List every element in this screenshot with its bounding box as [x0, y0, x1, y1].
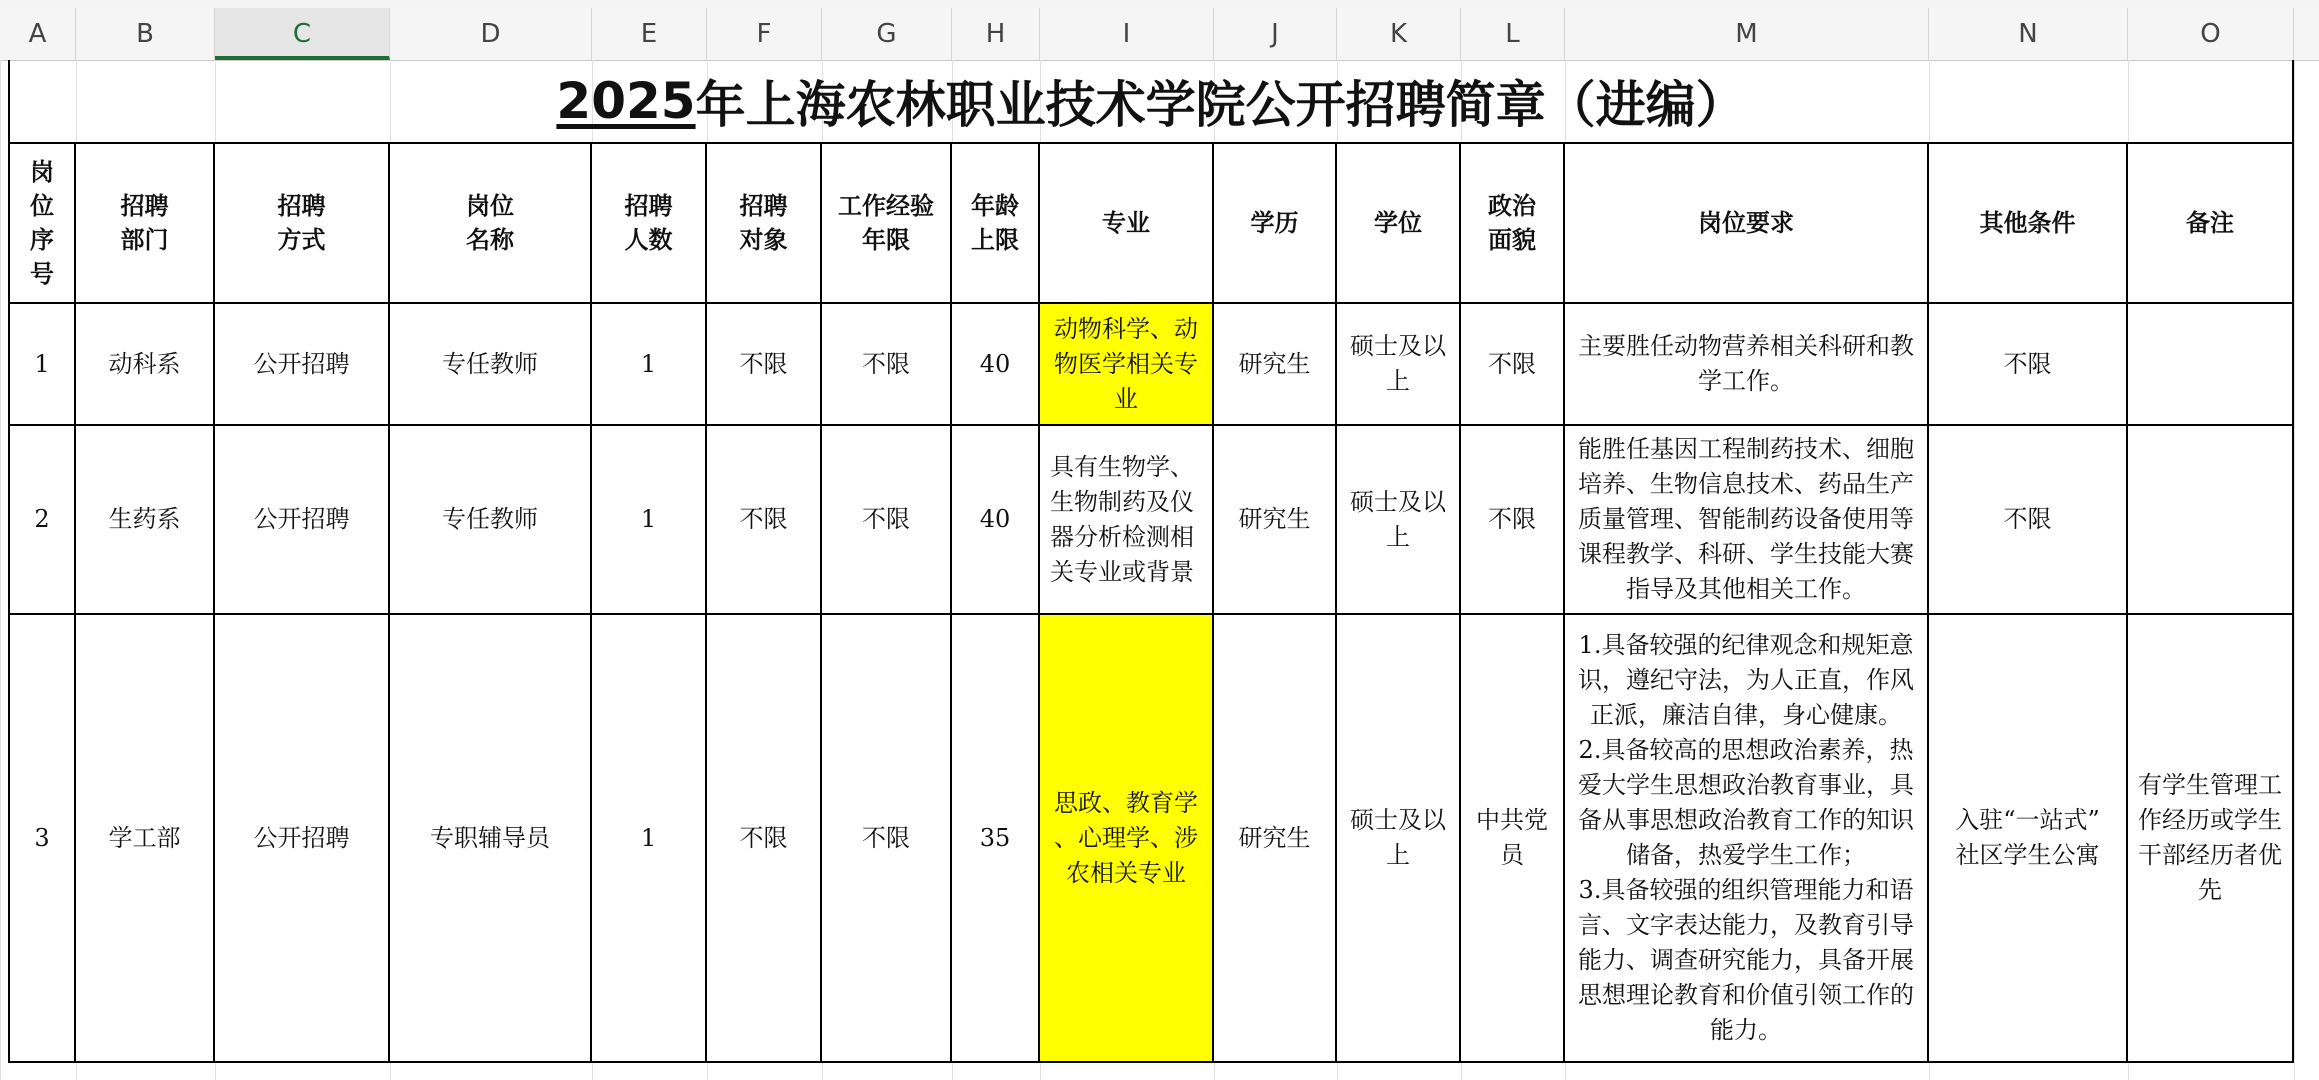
cell-department[interactable] [76, 426, 215, 615]
cell-count-text: 1 [640, 823, 657, 852]
column-header-n[interactable]: N [1929, 8, 2128, 60]
cell-political-status[interactable] [1461, 426, 1565, 615]
header-other-conditions-text: 其他条件 [1979, 209, 2076, 237]
cell-remarks[interactable] [2128, 615, 2294, 1063]
cell-experience[interactable] [822, 304, 952, 426]
column-header-i[interactable]: I [1040, 8, 1214, 60]
cell-other-conditions[interactable] [1929, 304, 2128, 426]
cell-position-name[interactable] [390, 426, 592, 615]
column-header-a[interactable]: A [0, 8, 76, 60]
cell-count[interactable] [592, 615, 707, 1063]
title-text: 年上海农林职业技术学院公开招聘简章（进编） [695, 76, 1746, 134]
cell-requirements[interactable] [1565, 426, 1929, 615]
cell-method[interactable] [215, 615, 390, 1063]
header-other-conditions[interactable] [1929, 144, 2128, 304]
cell-position-name-text: 专任教师 [442, 349, 538, 378]
header-position-name[interactable] [390, 144, 592, 304]
cell-method[interactable] [215, 426, 390, 615]
cell-seq[interactable] [8, 304, 76, 426]
column-header-f[interactable]: F [707, 8, 822, 60]
header-major-text: 专业 [1102, 209, 1150, 237]
cell-other-conditions[interactable] [1929, 615, 2128, 1063]
cell-position-name-text: 专职辅导员 [430, 823, 550, 852]
column-header-o[interactable]: O [2128, 8, 2294, 60]
header-target[interactable] [707, 144, 822, 304]
column-header-l[interactable]: L [1461, 8, 1565, 60]
header-department-text: 招聘 部门 [120, 192, 169, 254]
header-remarks[interactable] [2128, 144, 2294, 304]
cell-method-text: 公开招聘 [253, 823, 350, 852]
cell-remarks[interactable] [2128, 304, 2294, 426]
cell-degree-text: 硕士及以 上 [1350, 487, 1446, 551]
cell-experience-text: 不限 [862, 349, 910, 378]
cell-count-text: 1 [640, 349, 657, 378]
cell-age-limit-text: 40 [979, 505, 1011, 533]
header-degree-text: 学位 [1374, 209, 1422, 237]
cell-political-status[interactable] [1461, 615, 1565, 1063]
cell-requirements-text: 能胜任基因工程制药技术、细胞 培养、生物信息技术、药品生产 质量管理、智能制药设备使用等 课程教学、科研、学生技能大赛 指导及其他相关工作。 [1578, 435, 1914, 603]
cell-position-name[interactable] [390, 304, 592, 426]
cell-department-text: 动科系 [108, 349, 181, 378]
header-seq[interactable] [8, 144, 76, 304]
column-header-bar [0, 8, 2319, 61]
header-method-text: 招聘 方式 [277, 192, 326, 254]
cell-requirements-text: 主要胜任动物营养相关科研和教 学工作。 [1578, 332, 1914, 395]
gridline [0, 60, 1, 1080]
sheet-title[interactable] [8, 60, 2294, 144]
cell-count[interactable] [592, 304, 707, 426]
cell-age-limit[interactable] [952, 426, 1040, 615]
column-header-c[interactable]: C [215, 8, 390, 60]
header-political-status[interactable] [1461, 144, 1565, 304]
cell-position-name[interactable] [390, 615, 592, 1063]
cell-count[interactable] [592, 426, 707, 615]
cell-target[interactable] [707, 615, 822, 1063]
title-year: 2025 [556, 72, 696, 130]
header-requirements[interactable] [1565, 144, 1929, 304]
cell-method-text: 公开招聘 [253, 349, 350, 378]
cell-requirements-text: 1.具备较强的纪律观念和规矩意 识，遵纪守法，为人正直，作风 正派，廉洁自律，身心健康。 2.具备较高的思想政治素养，热 爱大学生思想政治教育事业，具 备从事思想政治教育工作的知识 储备，热爱学生工作； 3.具备较强的组织管理能力和语 言、文字表达能力，及教育引导 能力、调查研究能力，具备开展 思想理论教育和价值引领工作的 能力。 [1578, 631, 1914, 1044]
cell-department-text: 学工部 [108, 823, 181, 852]
header-experience-text: 工作经验 年限 [838, 192, 934, 254]
cell-department-text: 生药系 [108, 505, 181, 533]
column-header-h[interactable]: H [952, 8, 1040, 60]
cell-political-status[interactable] [1461, 304, 1565, 426]
header-requirements-text: 岗位要求 [1698, 209, 1794, 237]
header-position-name-text: 岗位 名称 [466, 192, 514, 254]
header-age-limit[interactable] [952, 144, 1040, 304]
header-education[interactable] [1214, 144, 1337, 304]
header-degree[interactable] [1337, 144, 1461, 304]
cell-seq[interactable] [8, 426, 76, 615]
cell-degree-text: 硕士及以 上 [1350, 806, 1446, 869]
cell-age-limit-text: 40 [979, 349, 1011, 378]
cell-other-conditions[interactable] [1929, 426, 2128, 615]
cell-education[interactable] [1214, 304, 1337, 426]
cell-other-conditions-text: 不限 [2003, 505, 2052, 533]
cell-remarks[interactable] [2128, 426, 2294, 615]
column-header-k[interactable]: K [1337, 8, 1461, 60]
cell-count-text: 1 [640, 505, 657, 533]
cell-education-text: 研究生 [1238, 505, 1311, 533]
column-header-e[interactable]: E [592, 8, 707, 60]
cell-degree-text: 硕士及以 上 [1350, 332, 1446, 395]
column-header-j[interactable]: J [1214, 8, 1337, 60]
cell-target-text: 不限 [739, 349, 788, 378]
cell-method-text: 公开招聘 [253, 505, 350, 533]
header-target-text: 招聘 对象 [739, 192, 788, 254]
column-header-b[interactable]: B [76, 8, 215, 60]
cell-experience-text: 不限 [862, 505, 910, 533]
header-remarks-text: 备注 [2186, 209, 2234, 237]
cell-political-status-text: 中共党 员 [1476, 806, 1548, 869]
header-education-text: 学历 [1250, 209, 1299, 237]
cell-experience-text: 不限 [862, 823, 910, 852]
header-method[interactable] [215, 144, 390, 304]
cell-age-limit[interactable] [952, 304, 1040, 426]
column-header-d[interactable]: D [390, 8, 592, 60]
cell-age-limit[interactable] [952, 615, 1040, 1063]
cell-seq[interactable] [8, 615, 76, 1063]
column-header-m[interactable]: M [1565, 8, 1929, 60]
cell-major[interactable] [1040, 615, 1214, 1063]
header-political-status-text: 政治 面貌 [1488, 192, 1536, 254]
cell-seq-text: 3 [34, 823, 50, 852]
cell-target-text: 不限 [739, 823, 788, 852]
cell-major-text: 动物科学、动 物医学相关专 业 [1054, 314, 1198, 413]
cell-method[interactable] [215, 304, 390, 426]
cell-education[interactable] [1214, 615, 1337, 1063]
cell-target[interactable] [707, 304, 822, 426]
cell-requirements[interactable] [1565, 615, 1929, 1063]
cell-target[interactable] [707, 426, 822, 615]
cell-experience[interactable] [822, 615, 952, 1063]
cell-education-text: 研究生 [1238, 823, 1311, 852]
cell-target-text: 不限 [739, 505, 788, 533]
column-header-g[interactable]: G [822, 8, 952, 60]
cell-major[interactable] [1040, 304, 1214, 426]
cell-major[interactable] [1040, 426, 1214, 615]
header-count[interactable] [592, 144, 707, 304]
gridline [2294, 60, 2295, 1080]
cell-seq-text: 1 [34, 349, 50, 378]
header-age-limit-text: 年龄 上限 [971, 192, 1019, 254]
cell-position-name-text: 专任教师 [442, 505, 538, 533]
header-major[interactable] [1040, 144, 1214, 304]
cell-experience[interactable] [822, 426, 952, 615]
cell-major-text: 具有生物学、 生物制药及仪 器分析检测相 关专业或背景 [1050, 452, 1194, 586]
header-experience[interactable] [822, 144, 952, 304]
cell-major-text: 思政、教育学 、心理学、涉 农相关专业 [1054, 788, 1198, 887]
cell-political-status-text: 不限 [1488, 505, 1536, 533]
cell-education[interactable] [1214, 426, 1337, 615]
cell-department[interactable] [76, 304, 215, 426]
cell-age-limit-text: 35 [979, 823, 1011, 852]
cell-political-status-text: 不限 [1488, 349, 1536, 378]
cell-degree[interactable] [1337, 426, 1461, 615]
cell-remarks-text: 有学生管理工 作经历或学生 干部经历者优 先 [2138, 771, 2282, 904]
cell-education-text: 研究生 [1238, 349, 1311, 378]
cell-other-conditions-text: 入驻“一站式” 社区学生公寓 [1955, 806, 2100, 869]
cell-degree[interactable] [1337, 615, 1461, 1063]
header-seq-text: 岗位 序号 [30, 158, 54, 288]
header-count-text: 招聘 人数 [624, 192, 673, 254]
cell-seq-text: 2 [34, 505, 50, 533]
cell-requirements[interactable] [1565, 304, 1929, 426]
cell-degree[interactable] [1337, 304, 1461, 426]
header-department[interactable] [76, 144, 215, 304]
cell-other-conditions-text: 不限 [2003, 349, 2052, 378]
cell-department[interactable] [76, 615, 215, 1063]
